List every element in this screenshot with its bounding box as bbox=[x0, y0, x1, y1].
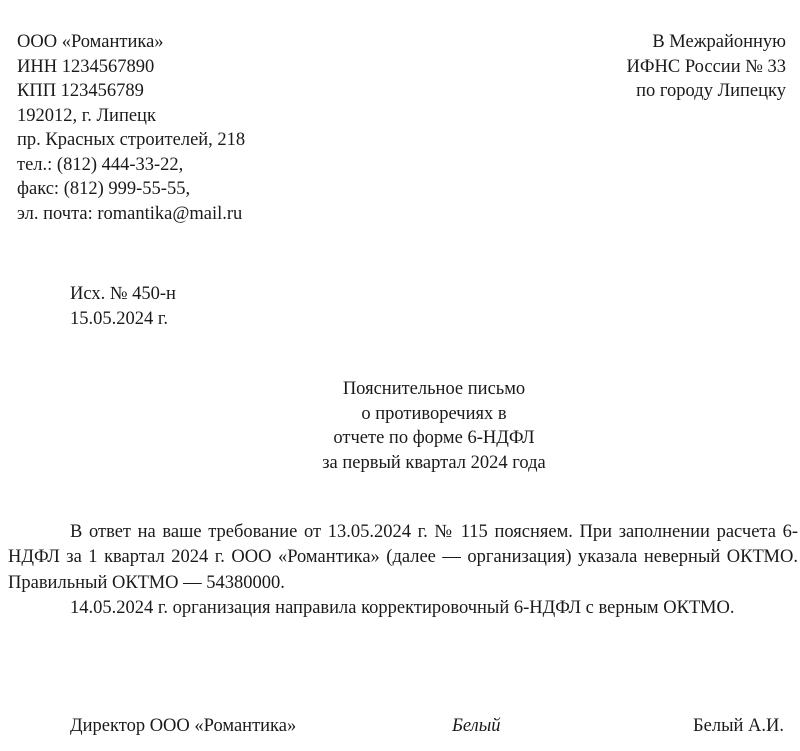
sender-company-name: ООО «Романтика» bbox=[17, 32, 164, 52]
signatory-position: Директор ООО «Романтика» bbox=[70, 716, 297, 736]
title-line: Пояснительное письмо bbox=[342, 379, 526, 399]
sender-fax: факс: (812) 999-55-55, bbox=[17, 179, 191, 199]
outgoing-number: Исх. № 450-н bbox=[70, 284, 176, 304]
title-line: отчете по форме 6-НДФЛ bbox=[333, 428, 535, 448]
recipient-block bbox=[627, 30, 786, 104]
letter-title bbox=[0, 377, 800, 475]
outgoing-date: 15.05.2024 г. bbox=[70, 309, 169, 329]
sender-block bbox=[17, 30, 245, 226]
outgoing-reference bbox=[70, 282, 176, 332]
sender-email: эл. почта: romantika@mail.ru bbox=[17, 203, 243, 224]
title-line: о противоречиях в bbox=[361, 403, 507, 424]
sender-phone: тел.: (812) 444-33-22, bbox=[17, 154, 184, 175]
title-line: за первый квартал 2024 года bbox=[322, 452, 546, 473]
sender-city: 192012, г. Липецк bbox=[17, 105, 156, 126]
recipient-line: по городу Липецку bbox=[636, 81, 786, 101]
body-paragraph: В ответ на ваше требование от 13.05.2024 г. № 115 поясняем. При заполнении расчета 6-НДФЛ за 1 квартал 2024 г. ООО «Романтика» (далее — организация) указала неверный ОКТМО. Правильный ОКТМО — 54380000. bbox=[8, 522, 798, 593]
signatory-name: Белый А.И. bbox=[693, 716, 784, 736]
recipient-line: В Межрайонную bbox=[652, 32, 786, 52]
sender-inn: ИНН 1234567890 bbox=[17, 56, 155, 77]
handwritten-signature: Белый bbox=[452, 716, 501, 736]
sender-street: пр. Красных строителей, 218 bbox=[17, 130, 246, 150]
sender-kpp: КПП 123456789 bbox=[17, 81, 144, 101]
recipient-line: ИФНС России № 33 bbox=[626, 56, 786, 77]
letter-body bbox=[8, 520, 798, 621]
signature-block bbox=[0, 716, 800, 742]
body-paragraph: 14.05.2024 г. организация направила корректировочный 6-НДФЛ с верным ОКТМО. bbox=[70, 597, 735, 618]
